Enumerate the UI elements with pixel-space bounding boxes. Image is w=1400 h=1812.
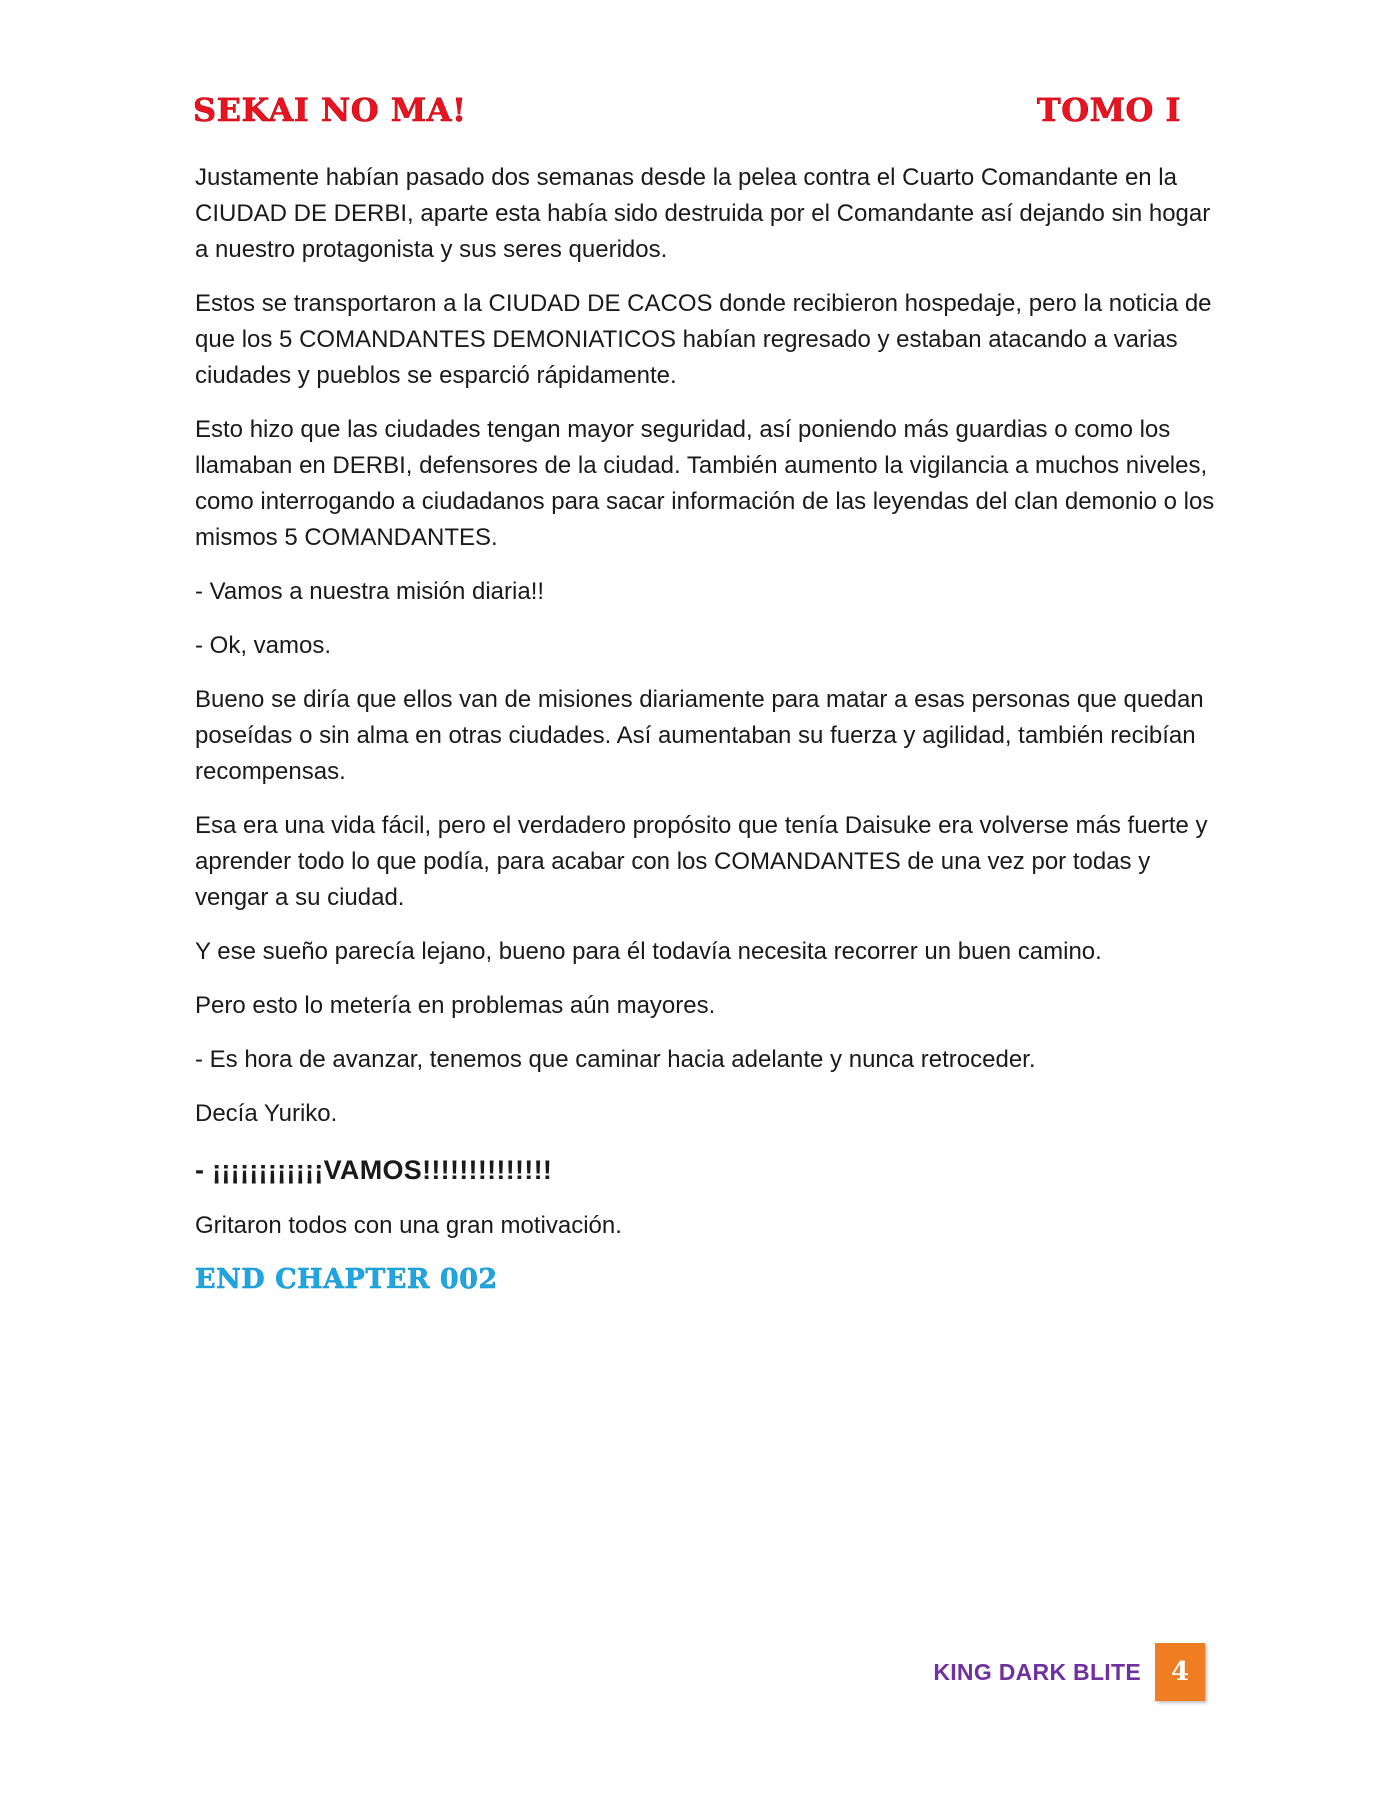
dialogue-line: - Es hora de avanzar, tenemos que caminar hacia adelante y nunca retroceder. <box>195 1046 1036 1073</box>
chapter-body <box>195 160 1215 1298</box>
shout-line: - ¡¡¡¡¡¡¡¡¡¡¡¡VAMOS!!!!!!!!!!!!!! <box>195 1155 553 1185</box>
paragraph: Pero esto lo metería en problemas aún mayores. <box>195 992 716 1019</box>
page-header <box>193 88 1193 132</box>
dialogue-line: - Vamos a nuestra misión diaria!! <box>195 578 545 605</box>
page-number-badge: 4 <box>1155 1643 1205 1701</box>
end-chapter-label: END CHAPTER 002 <box>195 1264 498 1295</box>
paragraph: Y ese sueño parecía lejano, bueno para él todavía necesita recorrer un buen camino. <box>195 938 1102 965</box>
paragraph: Bueno se diría que ellos van de misiones diariamente para matar a esas personas que quedan poseídas o sin alma en otras ciudades. Así aumentaban su fuerza y agilidad, también recibían recompensas. <box>195 686 1204 785</box>
paragraph: Estos se transportaron a la CIUDAD DE CACOS donde recibieron hospedaje, pero la noticia de que los 5 COMANDANTES DEMONIATICOS habían regresado y estaban atacando a varias ciudades y pueblos se esparció rápidamente. <box>195 290 1212 389</box>
footer-author: KING DARK BLITE <box>933 1659 1141 1685</box>
paragraph: Esto hizo que las ciudades tengan mayor seguridad, así poniendo más guardias o como los llamaban en DERBI, defensores de la ciudad. También aumento la vigilancia a muchos niveles, como interrogando a ciudadanos para sacar información de las leyendas del clan demonio o los mismos 5 COMANDANTES. <box>195 416 1215 551</box>
header-book-title: SEKAI NO MA! <box>193 91 467 129</box>
paragraph: Decía Yuriko. <box>195 1100 338 1127</box>
paragraph: Esa era una vida fácil, pero el verdadero propósito que tenía Daisuke era volverse más fuerte y aprender todo lo que podía, para acabar con los COMANDANTES de una vez por todas y vengar a su ciudad. <box>195 812 1208 911</box>
closing-paragraph: Gritaron todos con una gran motivación. <box>195 1212 622 1239</box>
page-footer <box>900 1643 1205 1701</box>
dialogue-line: - Ok, vamos. <box>195 632 332 659</box>
header-volume: TOMO I <box>1036 91 1181 129</box>
paragraph: Justamente habían pasado dos semanas desde la pelea contra el Cuarto Comandante en la CIUDAD DE DERBI, aparte esta había sido destruida por el Comandante así dejando sin hogar a nuestro protagonista y sus seres queridos. <box>195 164 1211 263</box>
